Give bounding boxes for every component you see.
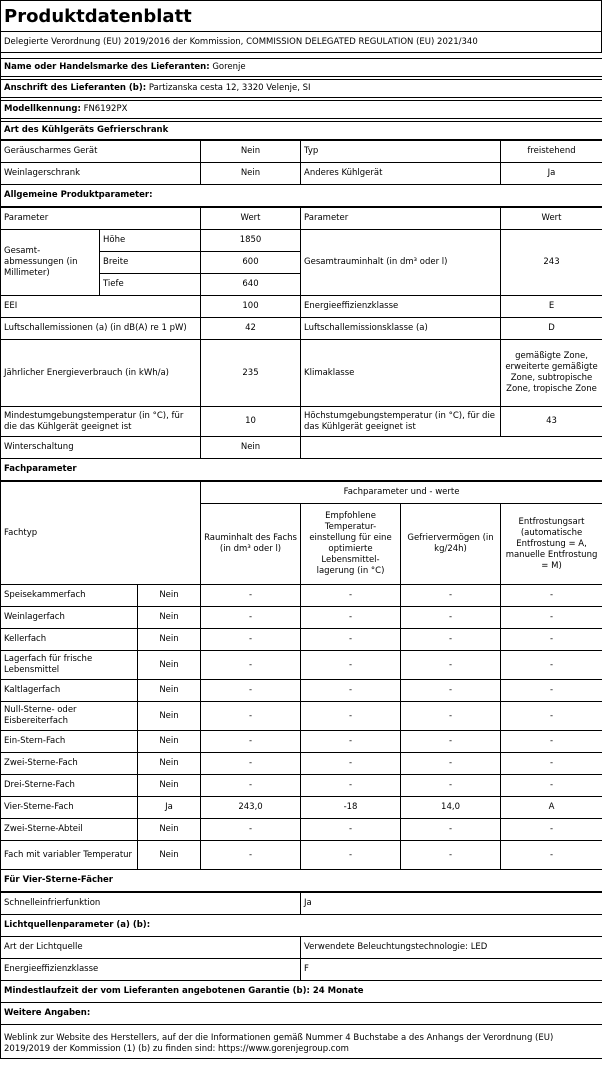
height-value: 1850	[201, 230, 301, 252]
warranty-text: Mindestlaufzeit der vom Lieferanten angebotenen Garantie (b): 24 Monate	[1, 981, 602, 1003]
compartment-table	[0, 481, 602, 892]
compartment-present: Nein	[138, 841, 201, 870]
table-row	[1, 753, 602, 775]
noise-label: Luftschallemissionen (a) (in dB(A) re 1 pW)	[1, 318, 201, 340]
depth-value: 640	[201, 274, 301, 296]
compartment-temperature: -18	[301, 797, 401, 819]
quick-freeze-value: Ja	[301, 893, 602, 915]
light-heading: Lichtquellenparameter (a) (b):	[1, 915, 602, 937]
volume-header: Rauminhalt des Fachs (in dm³ oder l)	[201, 504, 301, 585]
further-heading: Weitere Angaben:	[1, 1003, 602, 1025]
compartment-freezing-capacity: 14,0	[401, 797, 501, 819]
compartment-volume: -	[201, 819, 301, 841]
compartment-defrost: -	[501, 585, 602, 607]
compartment-present: Nein	[138, 629, 201, 651]
table-row	[1, 819, 602, 841]
tech-heading: Fachparameter	[1, 459, 602, 481]
compartment-volume: -	[201, 753, 301, 775]
compartment-present: Nein	[138, 819, 201, 841]
freezing-capacity-header: Gefriervermögen (in kg/24h)	[401, 504, 501, 585]
compartment-name: Weinlagerfach	[1, 607, 138, 629]
compartment-volume: 243,0	[201, 797, 301, 819]
compartment-name: Drei-Sterne-Fach	[1, 775, 138, 797]
low-noise-value: Nein	[201, 141, 301, 163]
value-header: Wert	[201, 208, 301, 230]
address-value: Partizanska cesta 12, 3320 Velenje, SI	[148, 83, 311, 93]
compartment-temperature: -	[301, 702, 401, 731]
temperature-header: Empfohlene Temperatur-einstellung für eine optimierte Lebensmittel-lagerung (in °C)	[301, 504, 401, 585]
compartment-temperature: -	[301, 841, 401, 870]
compartment-defrost: -	[501, 607, 602, 629]
wine-cabinet-value: Nein	[201, 163, 301, 185]
compartment-defrost: -	[501, 629, 602, 651]
compartment-freezing-capacity: -	[401, 607, 501, 629]
compartment-defrost: -	[501, 819, 602, 841]
table-row	[1, 163, 602, 185]
compartment-freezing-capacity: -	[401, 841, 501, 870]
wine-cabinet-label: Weinlagerschrank	[1, 163, 201, 185]
compartment-group-header: Fachparameter und - werte	[201, 482, 602, 504]
table-row	[1, 340, 602, 407]
winter-switch-label: Winterschaltung	[1, 437, 201, 459]
climate-class-value: gemäßigte Zone, erweiterte gemäßigte Zone, subtropische Zone, tropische Zone	[501, 340, 602, 407]
compartment-name: Vier-Sterne-Fach	[1, 797, 138, 819]
light-source-label: Art der Lichtquelle	[1, 937, 301, 959]
table-row	[1, 607, 602, 629]
address-label: Anschrift des Lieferanten (b):	[4, 83, 147, 93]
model-label: Modellkennung:	[4, 104, 81, 114]
compartment-volume: -	[201, 585, 301, 607]
compartment-present: Nein	[138, 680, 201, 702]
compartment-freezing-capacity: -	[401, 702, 501, 731]
model-value: FN6192PX	[83, 104, 128, 114]
type-value: freistehend	[501, 141, 602, 163]
compartment-volume: -	[201, 841, 301, 870]
compartment-type-header: Fachtyp	[1, 482, 201, 585]
model-row	[1, 101, 602, 119]
compartment-present: Nein	[138, 753, 201, 775]
compartment-present: Nein	[138, 585, 201, 607]
depth-label: Tiefe	[100, 274, 201, 296]
compartment-temperature: -	[301, 753, 401, 775]
compartment-name: Zwei-Sterne-Abteil	[1, 819, 138, 841]
table-row	[1, 482, 602, 504]
value-header-2: Wert	[501, 208, 602, 230]
total-volume-label: Gesamtrauminhalt (in dm³ oder l)	[301, 230, 501, 296]
compartment-temperature: -	[301, 819, 401, 841]
table-row	[1, 585, 602, 607]
noise-class-label: Luftschallemissionsklasse (a)	[301, 318, 501, 340]
energy-class-value: E	[501, 296, 602, 318]
compartment-temperature: -	[301, 651, 401, 680]
table-row	[1, 437, 602, 459]
compartment-name: Ein-Stern-Fach	[1, 731, 138, 753]
compartment-defrost: -	[501, 775, 602, 797]
compartment-temperature: -	[301, 680, 401, 702]
compartment-volume: -	[201, 731, 301, 753]
header-info-table	[0, 52, 602, 140]
light-source-value: Verwendete Beleuchtungstechnologie: LED	[301, 937, 602, 959]
light-energy-class-label: Energieeffizienzklasse	[1, 959, 301, 981]
compartment-freezing-capacity: -	[401, 819, 501, 841]
compartment-present: Nein	[138, 775, 201, 797]
total-volume-value: 243	[501, 230, 602, 296]
min-temp-value: 10	[201, 407, 301, 437]
appliance-type-table	[0, 140, 602, 207]
compartment-defrost: -	[501, 753, 602, 775]
min-temp-label: Mindestumgebungstemperatur (in °C), für die das Kühlgerät geeignet ist	[1, 407, 201, 437]
compartment-present: Ja	[138, 797, 201, 819]
general-heading: Allgemeine Produktparameter:	[1, 185, 602, 207]
compartment-present: Nein	[138, 731, 201, 753]
other-appliance-value: Ja	[501, 163, 602, 185]
compartment-defrost: A	[501, 797, 602, 819]
supplier-row	[1, 59, 602, 77]
table-row	[1, 841, 602, 870]
max-temp-value: 43	[501, 407, 602, 437]
compartment-name: Lagerfach für frische Lebensmittel	[1, 651, 138, 680]
param-header: Parameter	[1, 208, 201, 230]
table-row	[1, 318, 602, 340]
table-row	[1, 629, 602, 651]
compartment-freezing-capacity: -	[401, 775, 501, 797]
winter-switch-value: Nein	[201, 437, 301, 459]
compartment-name: Fach mit variabler Temperatur	[1, 841, 138, 870]
compartment-present: Nein	[138, 607, 201, 629]
energy-class-label: Energieeffizienzklasse	[301, 296, 501, 318]
table-row	[1, 959, 602, 981]
compartment-volume: -	[201, 629, 301, 651]
compartment-defrost: -	[501, 731, 602, 753]
compartment-volume: -	[201, 607, 301, 629]
eei-value: 100	[201, 296, 301, 318]
compartment-temperature: -	[301, 775, 401, 797]
address-row	[1, 80, 602, 98]
compartment-freezing-capacity: -	[401, 680, 501, 702]
compartment-present: Nein	[138, 651, 201, 680]
param-header-2: Parameter	[301, 208, 501, 230]
supplier-value: Gorenje	[212, 62, 246, 72]
type-label: Typ	[301, 141, 501, 163]
width-value: 600	[201, 252, 301, 274]
compartment-name: Null-Sterne- oder Eisbereiterfach	[1, 702, 138, 731]
noise-value: 42	[201, 318, 301, 340]
supplier-label: Name oder Handelsmarke des Lieferanten:	[4, 62, 210, 72]
table-row	[1, 407, 602, 437]
compartment-freezing-capacity: -	[401, 585, 501, 607]
four-star-table	[0, 892, 602, 1059]
table-row	[1, 230, 602, 252]
compartment-volume: -	[201, 775, 301, 797]
compartment-freezing-capacity: -	[401, 731, 501, 753]
compartment-volume: -	[201, 702, 301, 731]
light-energy-class-value: F	[301, 959, 602, 981]
table-row	[1, 651, 602, 680]
other-appliance-label: Anderes Kühlgerät	[301, 163, 501, 185]
compartment-defrost: -	[501, 680, 602, 702]
table-row	[1, 208, 602, 230]
compartment-temperature: -	[301, 607, 401, 629]
compartment-temperature: -	[301, 731, 401, 753]
compartment-name: Kaltlagerfach	[1, 680, 138, 702]
table-row	[1, 702, 602, 731]
compartment-freezing-capacity: -	[401, 629, 501, 651]
noise-class-value: D	[501, 318, 602, 340]
compartment-name: Kellerfach	[1, 629, 138, 651]
height-label: Höhe	[100, 230, 201, 252]
table-row	[1, 680, 602, 702]
compartment-defrost: -	[501, 702, 602, 731]
table-row	[1, 141, 602, 163]
appliance-type-heading: Art des Kühlgeräts Gefrierschrank	[1, 122, 602, 140]
table-row	[1, 893, 602, 915]
low-noise-label: Geräuscharmes Gerät	[1, 141, 201, 163]
page-title: Produktdatenblatt	[0, 0, 602, 31]
compartment-freezing-capacity: -	[401, 753, 501, 775]
defrost-type-header: Entfrostungsart (automatische Entfrostung = A, manuelle Entfrostung = M)	[501, 504, 602, 585]
general-params-table	[0, 207, 602, 481]
compartment-volume: -	[201, 651, 301, 680]
compartment-defrost: -	[501, 841, 602, 870]
compartment-present: Nein	[138, 702, 201, 731]
table-row	[1, 731, 602, 753]
table-row	[1, 775, 602, 797]
climate-class-label: Klimaklasse	[301, 340, 501, 407]
compartment-defrost: -	[501, 651, 602, 680]
eei-label: EEI	[1, 296, 201, 318]
further-text: Weblink zur Website des Herstellers, auf der die Informationen gemäß Nummer 4 Buchstabe a des Anhangs der Verordnung (EU) 2019/2019 der Kommission (1) (b) zu finden sind: https://www.gorenjegroup.com	[1, 1031, 602, 1059]
compartment-temperature: -	[301, 585, 401, 607]
annual-energy-label: Jährlicher Energieverbrauch (in kWh/a)	[1, 340, 201, 407]
dimensions-label: Gesamt-abmessungen (in Millimeter)	[1, 230, 100, 296]
four-star-heading: Für Vier-Sterne-Fächer	[1, 870, 602, 892]
compartment-freezing-capacity: -	[401, 651, 501, 680]
table-row	[1, 296, 602, 318]
max-temp-label: Höchstumgebungstemperatur (in °C), für die das Kühlgerät geeignet ist	[301, 407, 501, 437]
compartment-volume: -	[201, 680, 301, 702]
compartment-temperature: -	[301, 629, 401, 651]
compartment-name: Speisekammerfach	[1, 585, 138, 607]
quick-freeze-label: Schnelleinfrierfunktion	[1, 893, 301, 915]
table-row	[1, 937, 602, 959]
annual-energy-value: 235	[201, 340, 301, 407]
regulation-text: Delegierte Verordnung (EU) 2019/2016 der Kommission, COMMISSION DELEGATED REGULATION (EU) 2021/340	[0, 31, 602, 52]
compartment-name: Zwei-Sterne-Fach	[1, 753, 138, 775]
width-label: Breite	[100, 252, 201, 274]
table-row	[1, 797, 602, 819]
